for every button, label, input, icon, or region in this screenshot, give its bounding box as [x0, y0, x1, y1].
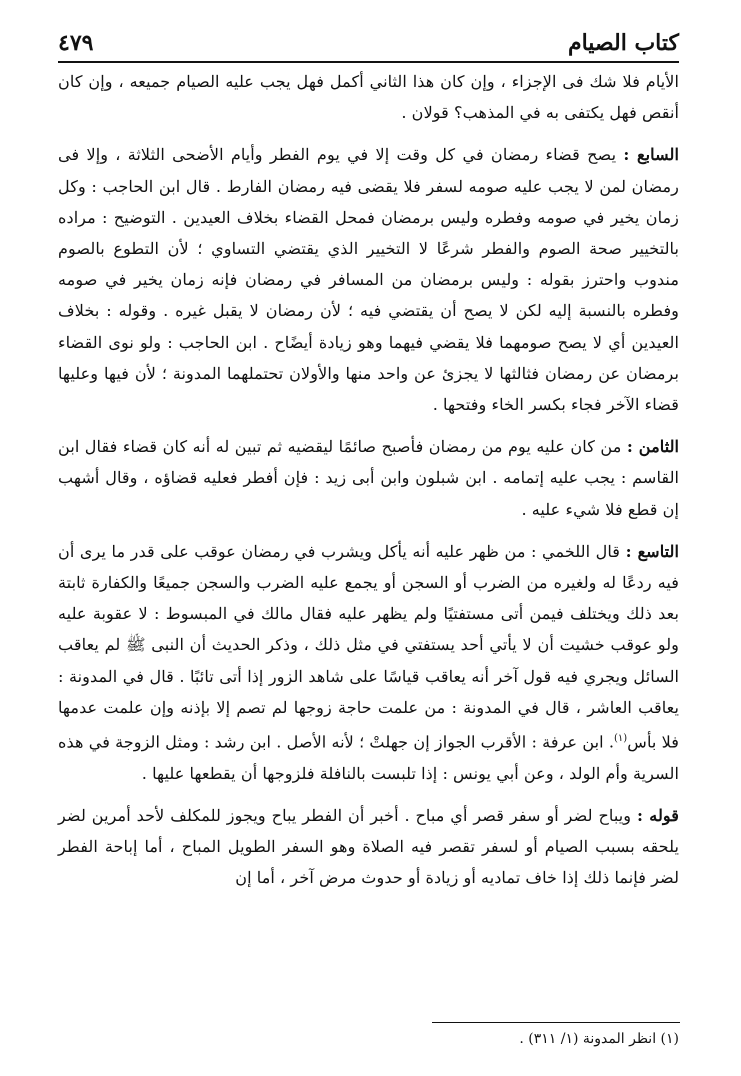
footnote: (١) انظر المدونة (١/ ٣١١) . [519, 1031, 679, 1047]
paragraph-text: قال اللخمي : من ظهر عليه أنه يأكل ويشرب في رمضان عوقب على قدر ما يرى أن فيه ردعًا له ولغيره من الضرب أو السجن أو يجمع عليه الضرب والسجن جميعًا والكفارة ثابتة بعد ذلك ويختلف فيمن أتى مستفتيًا ولم يظهر عليه فقال مالك في المبسوط : لا عقوبة عليه ولو عوقب خشيت أن لا يأتي أحد يستفتي في مثل ذلك ، وذكر الحديث أن النبى ﷺ لم يعاقب السائل ويجري فيه قول آخر أنه يعاقب قياسًا على شاهد الزور إذا أتى تائبًا . قال في المدونة : يعاقب العاشر ، قال في المدونة : من علمت حاجة زوجها لم تصم إلا بإذنه وإن علمت عدمها فلا بأس [58, 541, 679, 752]
page-title: كتاب الصيام [567, 30, 679, 56]
body-text [58, 66, 679, 893]
paragraph-seventh [58, 139, 679, 420]
footnote-divider [432, 1022, 680, 1023]
paragraph-text: من كان عليه يوم من رمضان فأصبح صائمًا ليقضيه ثم تبين له أنه كان قضاء فقال ابن القاسم : يجب عليه إتمامه . ابن شبلون وابن أبى زيد : فإن أفطر فعليه قضاؤه ، وقال أشهب إن قطع فلا شيء عليه . [58, 437, 679, 519]
paragraph-eighth [58, 431, 679, 525]
page-number: ٤٧٩ [58, 30, 94, 56]
paragraph-lead: السابع : [623, 145, 679, 165]
paragraph-lead: الثامن : [626, 437, 680, 457]
paragraph-text-continued: . ابن عرفة : الأقرب الجواز إن جهلتْ ؛ لأنه الأصل . ابن رشد : ومثل الزوجة في هذه السرية وأم الولد ، وعن أبي يونس : إذا تلبست بالنافلة فلزوجها أن يقطعها عليها . [58, 732, 679, 783]
paragraph-text: الأيام فلا شك فى الإجزاء ، وإن كان هذا الثاني أكمل فهل يجب عليه الصيام جميعه ، وإن كان أنقص فهل يكتفى به في المذهب؟ قولان . [58, 72, 679, 123]
paragraph-ninth [58, 536, 679, 789]
paragraph-continuation [58, 66, 679, 128]
paragraph-lead: قوله : [636, 805, 679, 825]
paragraph-text: يصح قضاء رمضان في كل وقت إلا في يوم الفطر وأيام الأضحى الثلاثة ، وإلا فى رمضان لمن لا يجب عليه صومه لسفر فلا يقضى فيه رمضان الفارط . قال ابن الحاجب : وكل زمان يخير في صومه وفطره وليس برمضان فمحل القضاء بخلاف العيدين . التوضيح : مراده بالتخيير صحة الصوم والفطر شرعًا لا التخيير الذي يقتضي التساوي ؛ لأن التطوع بالصوم مندوب واحترز بقوله : وليس برمضان من المسافر في رمضان فإنه زمان يخير في صومه وفطره بالنسبة إليه لكن لا يصح أن يقتضي فيه ؛ لأن رمضان لا يقبل غيره . وقوله : بخلاف العيدين أي لا يصح صومهما فلا يقضي فيهما وهو زيادة أيضًاح . ابن الحاجب : ولو نوى القضاء برمضان عن رمضان فثالثها لا يجزئ عن واحد منها والأولان تحتملهما المدونة ؛ لأن فيها وعليها قضاء الآخر فجاء بكسر الخاء وفتحها . [58, 145, 679, 415]
header-divider [58, 61, 679, 63]
paragraph-lead: التاسع : [625, 541, 679, 561]
paragraph-text: ويباح لضر أو سفر قصر أي مباح . أخبر أن الفطر يباح ويجوز للمكلف لأحد أمرين لضر يلحقه بسبب الصيام أو لسفر تقصر فيه الصلاة وهو السفر الطويل المباح ، أما إباحة الفطر لضر فإنما ذلك إذا خاف تماديه أو زيادة أو حدوث مرض آخر ، أما إن [58, 805, 679, 888]
page-header [58, 26, 679, 60]
paragraph-commentary [58, 800, 679, 894]
footnote-reference: (١) [614, 733, 628, 745]
